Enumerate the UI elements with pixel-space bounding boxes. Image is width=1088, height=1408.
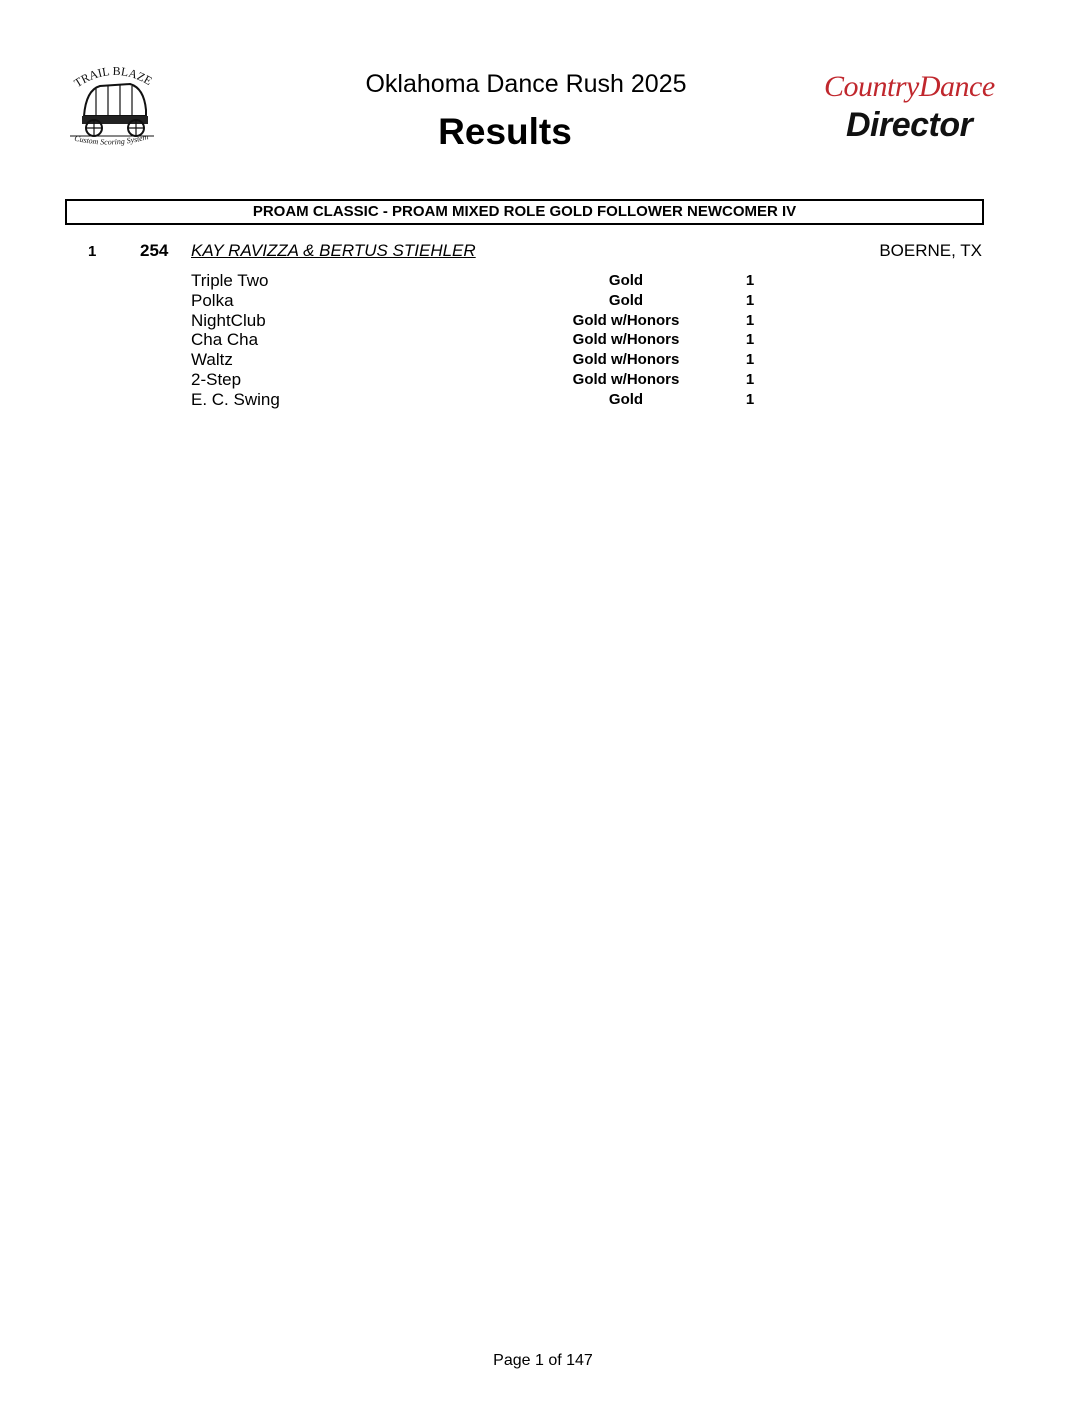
dance-award: Gold xyxy=(608,272,644,289)
dance-place: 1 xyxy=(745,390,755,408)
dance-result-row xyxy=(0,271,1088,291)
dance-name: Cha Cha xyxy=(191,330,259,350)
dance-award: Gold xyxy=(608,390,644,408)
dance-place: 1 xyxy=(745,370,755,388)
dance-place: 1 xyxy=(745,291,755,309)
logo-line-2: Director xyxy=(846,106,973,144)
dance-result-row xyxy=(0,330,1088,350)
dance-name: Triple Two xyxy=(191,271,269,290)
page-number: Page 1 of 147 xyxy=(493,1352,593,1369)
dance-award: Gold w/Honors xyxy=(572,351,680,369)
category-title: PROAM CLASSIC - PROAM MIXED ROLE GOLD FOLLOWER NEWCOMER IV xyxy=(65,199,984,225)
event-title: Oklahoma Dance Rush 2025 xyxy=(365,70,687,98)
page-title: Results xyxy=(438,111,572,152)
dance-result-row xyxy=(0,390,1088,410)
dance-award: Gold xyxy=(608,291,644,309)
logo-top-text: TRAIL BLAZE xyxy=(71,64,155,91)
dance-place: 1 xyxy=(745,272,755,289)
dance-name: E. C. Swing xyxy=(191,389,280,409)
dance-award: Gold w/Honors xyxy=(572,370,680,388)
dance-place: 1 xyxy=(745,331,755,349)
dance-name: 2-Step xyxy=(191,369,242,389)
dance-result-row xyxy=(0,350,1088,370)
dance-place: 1 xyxy=(745,311,755,329)
entry-number: 254 xyxy=(140,241,169,260)
dance-name: NightClub xyxy=(191,310,266,330)
entry-location: BOERNE, TX xyxy=(879,241,982,260)
logo-bottom-text: Custom Scoring System xyxy=(73,132,150,147)
country-dance-director-logo xyxy=(822,68,995,148)
dance-result-row xyxy=(0,370,1088,390)
dance-award: Gold w/Honors xyxy=(572,311,680,329)
entry-names-link[interactable]: KAY RAVIZZA & BERTUS STIEHLER xyxy=(191,241,476,260)
dance-result-row xyxy=(0,291,1088,311)
dance-award: Gold w/Honors xyxy=(572,331,680,349)
dance-place: 1 xyxy=(745,351,755,369)
logo-line-1: CountryDance xyxy=(824,70,995,103)
dance-name: Waltz xyxy=(191,350,233,370)
dance-results-list xyxy=(0,271,1088,410)
entry-place: 1 xyxy=(88,243,97,260)
dance-name: Polka xyxy=(191,290,234,310)
dance-result-row xyxy=(0,311,1088,331)
